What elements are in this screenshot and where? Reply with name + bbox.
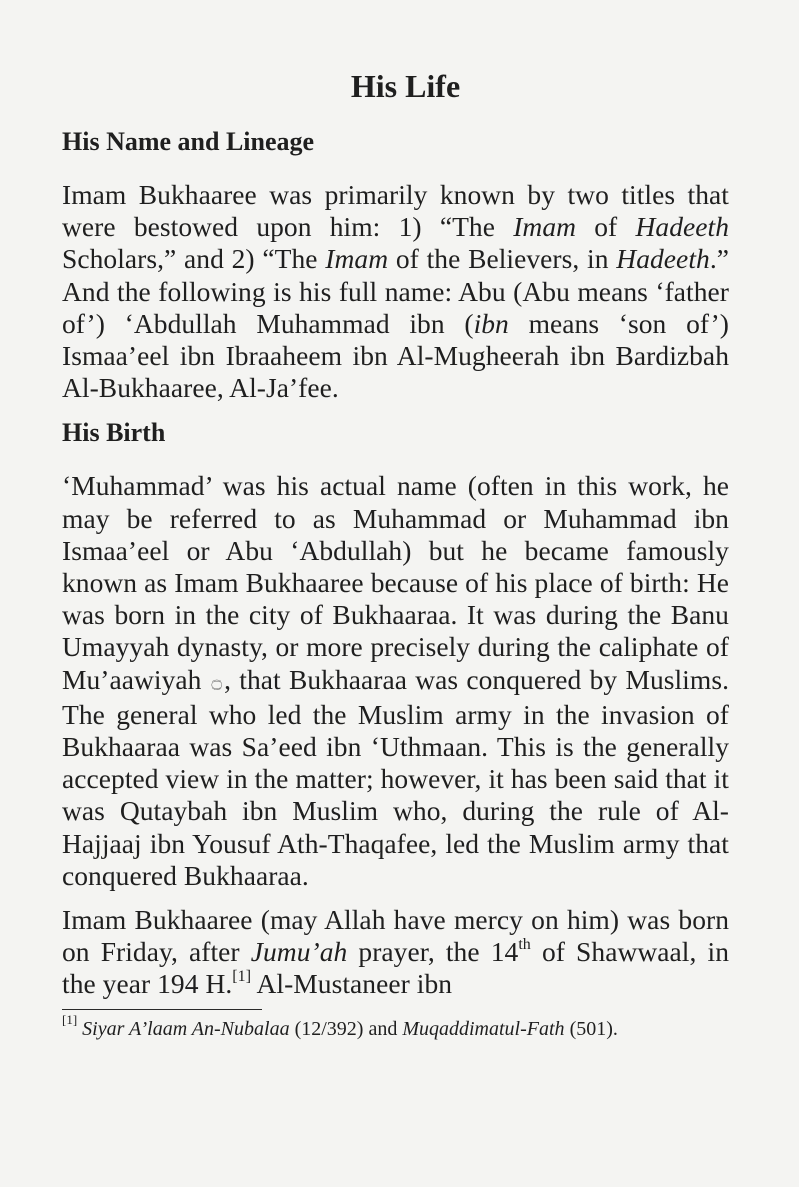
section-heading-name-lineage: His Name and Lineage xyxy=(62,127,315,156)
footnote-reference: [1] xyxy=(232,968,252,986)
paragraph-birth-city: ‘Muhammad’ was his actual name (often in this work, he may be referred to as Muhammad or Muhammad ibn Ismaa’eel or Abu ‘Abdullah) but he became famously known as Imam Bukhaaree because of his place of birth: He was born in the city of Bukhaaraa. It was during the Banu Umayyah dynasty, or more precisely during the caliphate of Mu’aawiyah ۝, that Bukhaaraa was conquered by Muslims. The general who led the Muslim army in the invasion of Bukhaaraa was Sa’eed ibn ‘Uthmaan. This is the generally accepted view in the matter; however, it has been said that it was Qutaybah ibn Muslim who, during the rule of Al-Hajjaaj ibn Yousuf Ath-Thaqafee, led the Muslim army that conquered Bukhaaraa. xyxy=(62,470,729,891)
section-heading-birth: His Birth xyxy=(62,418,166,448)
paragraph-name-lineage: Imam Bukhaaree was primarily known by two titles that were bestowed upon him: 1) “The Imam of Hadeeth Scholars,” and 2) “The Imam of the Believers, in Hadeeth.” And the following is his full name: Abu (Abu means ‘father of’) ‘Abdullah Muhammad ibn (ibn means ‘son of’) Ismaa’eel ibn Ibraaheem ibn Al-Mugheerah ibn Bardizbah Al-Bukhaaree, Al-Ja’fee. xyxy=(62,179,730,404)
paragraph-birth-date: Imam Bukhaaree (may Allah have mercy on him) was born on Friday, after Jumu’ah prayer, the 14th of Shawwaal, in the year 194 H.[1] Al-Mustaneer ibn xyxy=(62,904,729,1000)
honorific-symbol-icon: ۝ xyxy=(211,670,223,691)
page-title: His Life xyxy=(350,68,461,104)
footnote: [1] Siyar A’laam An-Nubalaa (12/392) and Muqaddimatul-Fath (501). xyxy=(62,1012,618,1040)
footnote-divider xyxy=(62,1009,262,1010)
footnote-marker: [1] xyxy=(62,1012,78,1028)
